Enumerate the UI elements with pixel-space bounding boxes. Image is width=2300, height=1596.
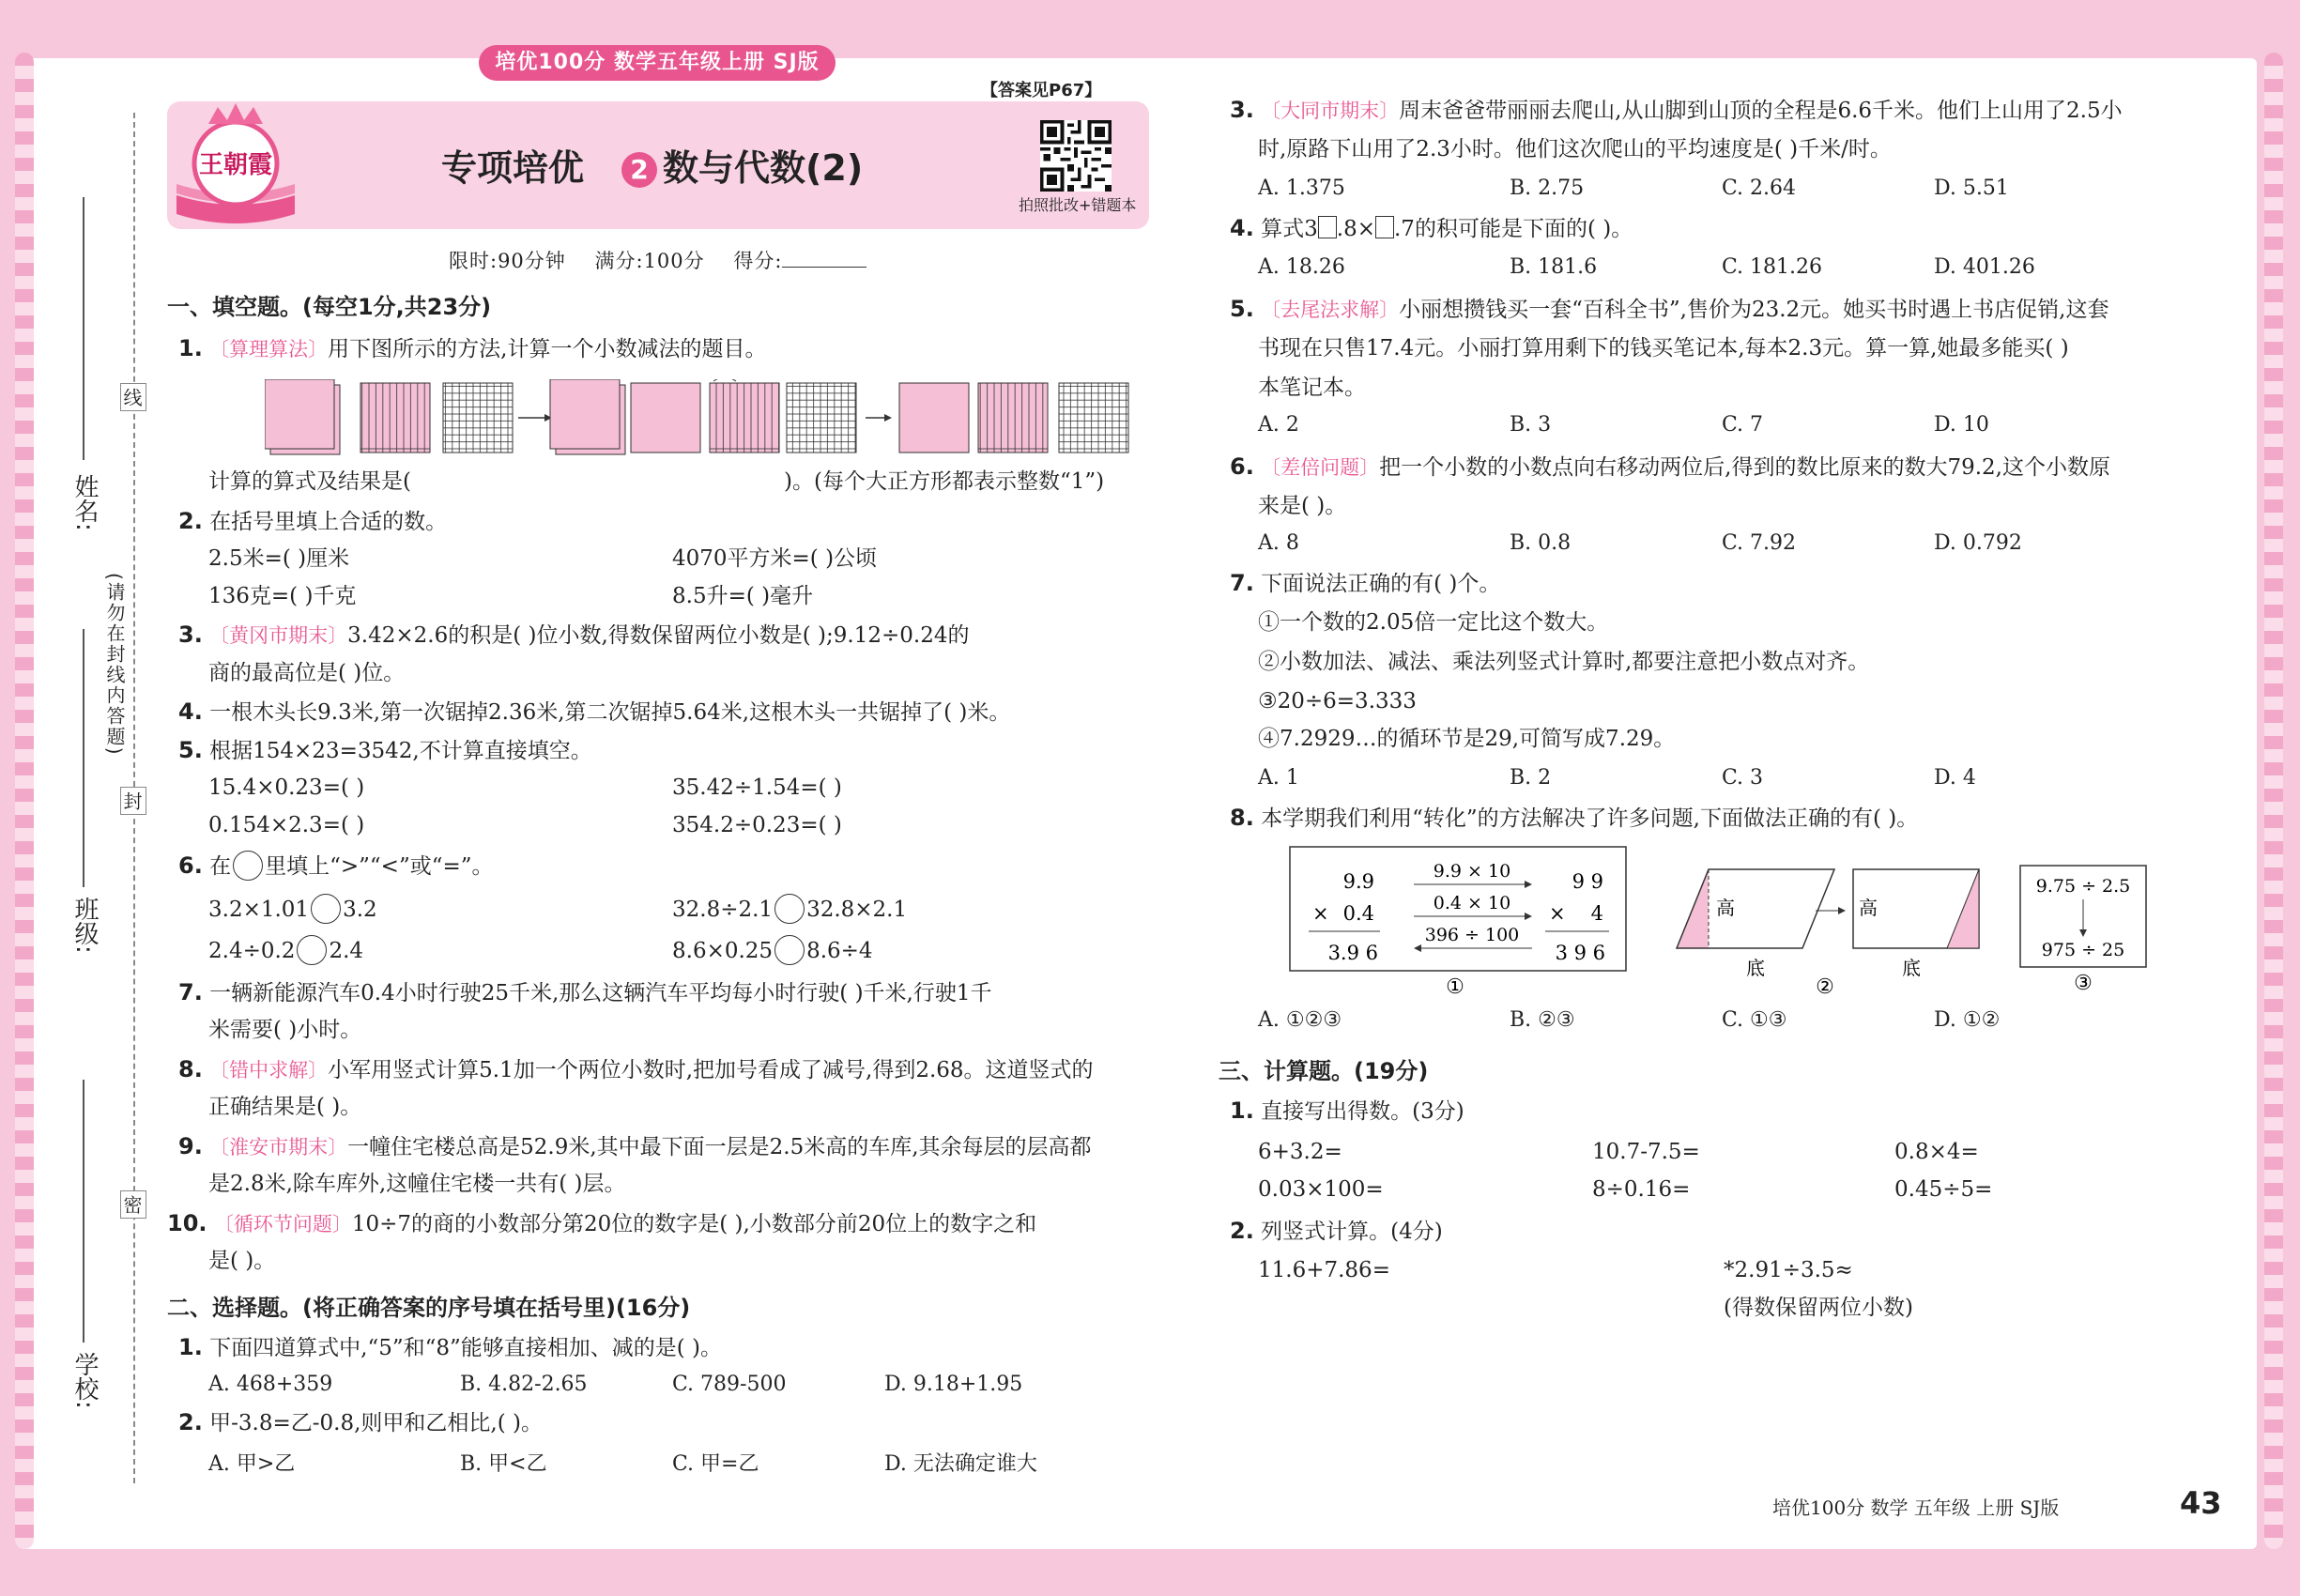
- svg-text:高: 高: [1716, 897, 1735, 919]
- section-fill-blank-title: 一、填空题。(每空1分,共23分): [167, 294, 492, 320]
- svg-text:高: 高: [1859, 897, 1878, 919]
- calc-1-item-2: 10.7-7.5=: [1592, 1140, 1700, 1164]
- name-label: 姓名:: [70, 474, 99, 531]
- calc-1-item-3: 0.8×4=: [1894, 1140, 1979, 1164]
- choice-5-option-b[interactable]: B. 3: [1510, 413, 1552, 437]
- title-prefix: 专项培优: [441, 147, 585, 189]
- conversion-figure-3: [2018, 864, 2150, 995]
- binding-note: (请勿在封线内答题): [103, 573, 126, 757]
- class-label: 班级:: [70, 897, 99, 954]
- svg-text:3.9 6: 3.9 6: [1327, 942, 1378, 964]
- choice-4-option-d[interactable]: D. 401.26: [1934, 255, 2035, 279]
- choice-1: 1. 下面四道算式中,“5”和“8”能够直接相加、减的是( )。: [178, 1334, 723, 1360]
- choice-6-option-c[interactable]: C. 7.92: [1722, 531, 1797, 555]
- question-2: 2. 在括号里填上合适的数。: [178, 508, 448, 534]
- qr-code-icon[interactable]: [1040, 120, 1112, 192]
- choice-3: 3. 〔大同市期末〕周末爸爸带丽丽去爬山,从山脚到山顶的全程是6.6千米。他们上山用了2.5小: [1230, 97, 2123, 123]
- exam-meta: [449, 246, 866, 274]
- choice-3-option-c[interactable]: C. 2.64: [1722, 176, 1797, 200]
- title-number-badge: 2: [621, 152, 657, 188]
- svg-text:396 ÷ 100: 396 ÷ 100: [1424, 925, 1520, 945]
- compare-circle-icon: [233, 851, 263, 881]
- score-label: 得分:: [733, 250, 783, 272]
- school-label: 学校:: [70, 1352, 99, 1409]
- page-footer: 培优100分 数学 五年级 上册 SJ版: [1772, 1496, 2060, 1519]
- choice-4-option-b[interactable]: B. 181.6: [1510, 255, 1598, 279]
- question-8-line2: 正确结果是( )。: [208, 1095, 362, 1119]
- right-border-decoration: [2264, 53, 2283, 1549]
- question-4: 4. 一根木头长9.3米,第一次锯掉2.36米,第二次锯掉5.64米,这根木头一共锯掉了( )米。: [178, 698, 1011, 725]
- choice-4-option-a[interactable]: A. 18.26: [1258, 255, 1345, 279]
- question-2a: 2.5米=( )厘米: [208, 546, 350, 571]
- answer-circle[interactable]: [774, 894, 805, 924]
- svg-text:底: 底: [1746, 957, 1765, 979]
- svg-text:0.4 × 10: 0.4 × 10: [1433, 893, 1511, 913]
- choice-8-option-c[interactable]: C. ①③: [1722, 1008, 1787, 1032]
- question-6b: 32.8÷2.1 32.8×2.1: [672, 894, 907, 924]
- choice-1-option-c[interactable]: C. 789-500: [672, 1373, 787, 1396]
- choice-1-option-a[interactable]: A. 468+359: [208, 1373, 333, 1396]
- svg-text:3 9 6: 3 9 6: [1555, 942, 1605, 964]
- question-9-line2: 是2.8米,除车库外,这幢住宅楼一共有( )层。: [208, 1172, 626, 1196]
- calc-2-b: *2.91÷3.5≈: [1724, 1258, 1853, 1282]
- choice-4-option-c[interactable]: C. 181.26: [1722, 255, 1823, 279]
- question-5: 5. 根据154×23=3542,不计算直接填空。: [178, 737, 592, 763]
- svg-text:③: ③: [2074, 972, 2093, 995]
- choice-3-line2: 时,原路下山用了2.3小时。他们这次爬山的平均速度是( )千米/时。: [1258, 137, 1892, 161]
- svg-text:9.75 ÷ 2.5: 9.75 ÷ 2.5: [2035, 876, 2131, 897]
- choice-6-option-b[interactable]: B. 0.8: [1510, 531, 1572, 555]
- publisher-logo-icon: [171, 101, 300, 229]
- choice-4: 4. 算式3 .8× .7的积可能是下面的( )。: [1230, 215, 1633, 241]
- conversion-figure-2: [1675, 864, 1985, 995]
- svg-text:9.9: 9.9: [1342, 870, 1374, 893]
- svg-text:9.9 × 10: 9.9 × 10: [1433, 861, 1511, 882]
- choice-7-statement-1: ①一个数的2.05倍一定比这个数大。: [1258, 610, 1609, 635]
- choice-8-option-a[interactable]: A. ①②③: [1258, 1008, 1342, 1032]
- calc-1: 1. 直接写出得数。(3分): [1230, 1097, 1464, 1124]
- answer-reference: 【答案见P67】: [981, 81, 1102, 100]
- question-1-note: )。(每个大正方形都表示整数“1”): [784, 469, 1105, 494]
- question-7: 7. 一辆新能源汽车0.4小时行驶25千米,那么这辆汽车平均每小时行驶( )千米,行驶1千: [178, 979, 992, 1005]
- question-5c: 0.154×2.3=( ): [208, 813, 365, 837]
- binding-tag-line: 线: [120, 383, 146, 411]
- answer-circle[interactable]: [774, 935, 805, 965]
- svg-text:底: 底: [1902, 957, 1921, 979]
- choice-7-statement-4: ④7.2929…的循环节是29,可简写成7.29。: [1258, 727, 1676, 751]
- calc-1-item-4: 0.03×100=: [1258, 1177, 1384, 1202]
- logo-text: 王朝霞: [198, 151, 273, 179]
- choice-7-option-d[interactable]: D. 4: [1934, 766, 1976, 790]
- answer-circle[interactable]: [311, 894, 341, 924]
- choice-1-option-b[interactable]: B. 4.82-2.65: [460, 1373, 588, 1396]
- calc-2: 2. 列竖式计算。(4分): [1230, 1218, 1443, 1244]
- question-1-answer-line: 计算的算式及结果是(: [208, 469, 411, 494]
- question-6d: 8.6×0.25 8.6÷4: [672, 935, 873, 965]
- choice-7-option-a[interactable]: A. 1: [1258, 766, 1299, 790]
- choice-5-option-a[interactable]: A. 2: [1258, 413, 1299, 437]
- decimal-subtraction-diagram: [265, 379, 1147, 456]
- left-border-decoration: [15, 53, 34, 1549]
- book-banner: 培优100分 数学五年级上册 SJ版: [479, 45, 836, 81]
- page-title: [441, 139, 863, 191]
- name-blank: [83, 197, 84, 460]
- question-9: 9. 〔淮安市期末〕一幢住宅楼总高是52.9米,其中最下面一层是2.5米高的车库,其余每层的层高都: [178, 1133, 1092, 1159]
- question-6a: 3.2×1.01 3.2: [208, 894, 377, 924]
- digit-box: [1318, 216, 1337, 238]
- section-calculation-title: 三、计算题。(19分): [1219, 1058, 1429, 1084]
- svg-text:②: ②: [1816, 975, 1834, 995]
- choice-8-option-b[interactable]: B. ②③: [1510, 1008, 1575, 1032]
- choice-1-option-d[interactable]: D. 9.18+1.95: [884, 1373, 1023, 1396]
- class-blank: [83, 629, 84, 887]
- choice-5-option-d[interactable]: D. 10: [1934, 413, 1989, 437]
- choice-3-option-b[interactable]: B. 2.75: [1510, 176, 1585, 200]
- digit-box: [1375, 216, 1394, 238]
- conversion-figure-1: [1288, 845, 1628, 995]
- choice-3-option-d[interactable]: D. 5.51: [1934, 176, 2009, 200]
- school-blank: [83, 1080, 84, 1343]
- choice-8: 8. 本学期我们利用“转化”的方法解决了许多问题,下面做法正确的有( )。: [1230, 805, 1919, 831]
- calc-2-a: 11.6+7.86=: [1258, 1258, 1390, 1282]
- page: [21, 58, 2257, 1549]
- page-number: 43: [2180, 1485, 2222, 1521]
- svg-text:9 9: 9 9: [1572, 870, 1603, 893]
- choice-7-option-b[interactable]: B. 2: [1510, 766, 1552, 790]
- qr-caption: 拍照批改+错题本: [1019, 196, 1137, 214]
- choice-2: 2. 甲-3.8=乙-0.8,则甲和乙相比,( )。: [178, 1409, 543, 1435]
- question-10: 10. 〔循环节问题〕10÷7的商的小数部分第20位的数字是( ),小数部分前20位上的数字之和: [167, 1210, 1037, 1236]
- question-5a: 15.4×0.23=( ): [208, 775, 365, 800]
- time-limit: 限时:90分钟: [449, 250, 566, 272]
- choice-2-option-b[interactable]: B. 甲<乙: [460, 1452, 547, 1476]
- question-6: 6. 在 里填上“>”“<”或“=”。: [178, 852, 494, 879]
- question-3-line2: 商的最高位是( )位。: [208, 661, 406, 685]
- svg-text:0.4: 0.4: [1342, 902, 1374, 925]
- choice-2-option-c[interactable]: C. 甲=乙: [672, 1452, 759, 1476]
- question-10-line2: 是( )。: [208, 1249, 276, 1273]
- choice-3-option-a[interactable]: A. 1.375: [1258, 176, 1345, 200]
- svg-text:①: ①: [1446, 975, 1464, 995]
- binding-tag-secret: 密: [120, 1190, 146, 1219]
- choice-6-option-a[interactable]: A. 8: [1258, 531, 1299, 555]
- calc-1-item-1: 6+3.2=: [1258, 1140, 1342, 1164]
- calc-1-item-6: 0.45÷5=: [1894, 1177, 1993, 1202]
- question-2b: 4070平方米=( )公顷: [672, 546, 878, 571]
- choice-6-option-d[interactable]: D. 0.792: [1934, 531, 2022, 555]
- choice-2-option-a[interactable]: A. 甲>乙: [208, 1452, 296, 1476]
- question-1: 1. 〔算理算法〕用下图所示的方法,计算一个小数减法的题目。: [178, 335, 767, 361]
- choice-5: 5. 〔去尾法求解〕小丽想攒钱买一套“百科全书”,售价为23.2元。她买书时遇上书店促销,这套: [1230, 296, 2109, 322]
- choice-7-statement-3: ③20÷6=3.333: [1258, 689, 1417, 714]
- question-2d: 8.5升=( )毫升: [672, 584, 814, 608]
- calc-1-item-5: 8÷0.16=: [1592, 1177, 1691, 1202]
- choice-7: 7. 下面说法正确的有( )个。: [1230, 570, 1501, 596]
- choice-5-option-c[interactable]: C. 7: [1722, 413, 1764, 437]
- question-3: 3. 〔黄冈市期末〕3.42×2.6的积是( )位小数,得数保留两位小数是( );9.12÷0.24的: [178, 622, 970, 648]
- score-blank[interactable]: [782, 267, 866, 268]
- full-score: 满分:100分: [594, 250, 705, 272]
- question-5d: 354.2÷0.23=( ): [672, 813, 842, 837]
- question-7-line2: 米需要( )小时。: [208, 1018, 362, 1042]
- question-6c: 2.4÷0.2 2.4: [208, 935, 363, 965]
- choice-7-statement-2: ②小数加法、减法、乘法列竖式计算时,都要注意把小数点对齐。: [1258, 650, 1870, 674]
- answer-circle[interactable]: [297, 935, 327, 965]
- choice-2-option-d[interactable]: D. 无法确定谁大: [884, 1452, 1037, 1476]
- choice-6-line2: 来是( )。: [1258, 494, 1347, 518]
- choice-5-line3: 本笔记本。: [1258, 376, 1366, 400]
- calc-2-b-note: (得数保留两位小数): [1724, 1296, 1913, 1320]
- choice-5-line2: 书现在只售17.4元。小丽打算用剩下的钱买笔记本,每本2.3元。算一算,她最多能买( ): [1258, 336, 2069, 361]
- svg-text:×: ×: [1312, 902, 1329, 925]
- title-name: 数与代数(2): [663, 147, 864, 189]
- section-choice-title: 二、选择题。(将正确答案的序号填在括号里)(16分): [167, 1295, 691, 1321]
- question-2c: 136克=( )千克: [208, 584, 357, 608]
- choice-7-option-c[interactable]: C. 3: [1722, 766, 1764, 790]
- choice-6: 6. 〔差倍问题〕把一个小数的小数点向右移动两位后,得到的数比原来的数大79.2,这个小数原: [1230, 453, 2110, 480]
- choice-8-option-d[interactable]: D. ①②: [1934, 1008, 2001, 1032]
- svg-text:×: ×: [1549, 902, 1566, 925]
- question-5b: 35.42÷1.54=( ): [672, 775, 842, 800]
- question-8: 8. 〔错中求解〕小军用竖式计算5.1加一个两位小数时,把加号看成了减号,得到2.68。这道竖式的: [178, 1056, 1094, 1082]
- binding-tag-seal: 封: [120, 787, 146, 815]
- svg-text:975 ÷ 25: 975 ÷ 25: [2041, 940, 2125, 960]
- svg-text:4: 4: [1590, 902, 1603, 925]
